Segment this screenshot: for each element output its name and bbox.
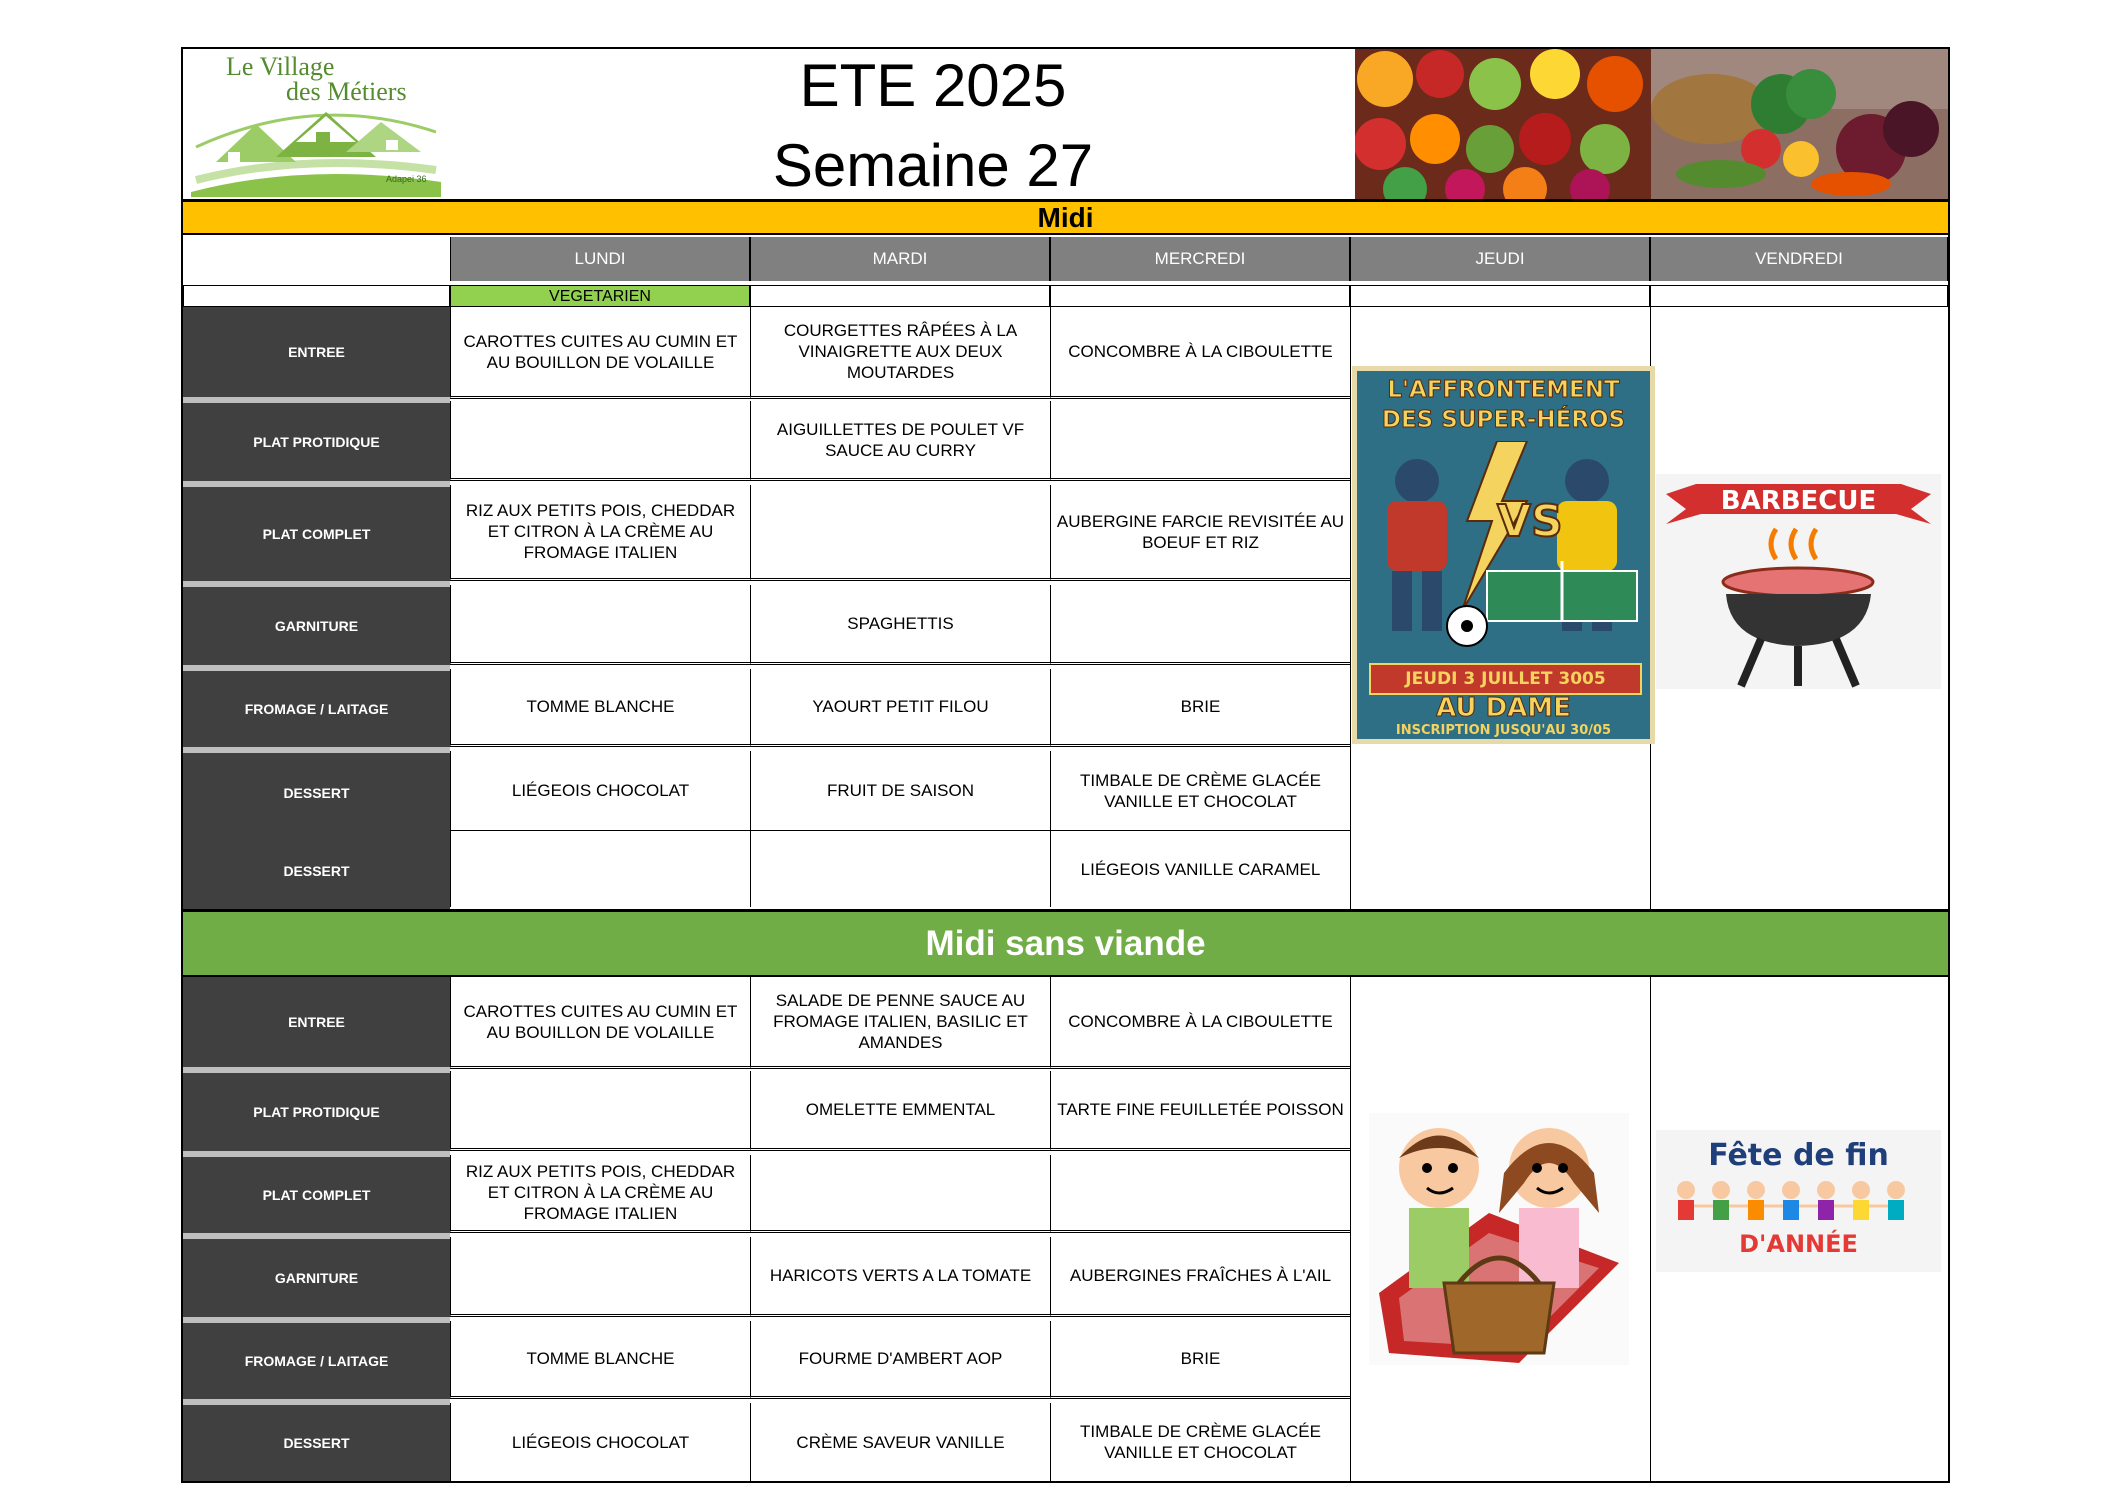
title-week: Semaine 27 (772, 132, 1094, 199)
meal-cell: CONCOMBRE À LA CIBOULETTE (1050, 977, 1350, 1069)
barbecue-label: BARBECUE (1720, 486, 1877, 516)
fruits-photo (1355, 49, 1651, 199)
row-label: ENTREE (183, 307, 450, 403)
logo-text-line1: Le Village (226, 52, 335, 81)
children-dancing-icon (1666, 1178, 1931, 1233)
picnic-children-icon (1369, 1113, 1629, 1365)
row-label: GARNITURE (183, 1239, 450, 1323)
row-label: PLAT PROTIDIQUE (183, 1073, 450, 1157)
meal-cell (450, 585, 750, 665)
meal-cell: BRIE (1050, 669, 1350, 747)
section-band-sans-viande: Midi sans viande (183, 909, 1948, 977)
poster-inscription: INSCRIPTION JUSQU'AU 30/05 (1395, 723, 1612, 738)
meal-cell: CRÈME SAVEUR VANILLE (750, 1403, 1050, 1481)
row-label: DESSERT (183, 833, 450, 909)
column-divider (1350, 977, 1351, 1483)
column-divider (1650, 977, 1651, 1483)
poster-title-line2: DES SUPER-HÉROS (1381, 407, 1626, 433)
meal-cell: AUBERGINES FRAÎCHES À L'AIL (1050, 1237, 1350, 1317)
meal-cell (750, 831, 1050, 907)
meal-cell (750, 1155, 1050, 1233)
row-label: ENTREE (183, 977, 450, 1073)
meal-cell (1050, 401, 1350, 481)
meal-cell: TIMBALE DE CRÈME GLACÉE VANILLE ET CHOCOLAT (1050, 1403, 1350, 1481)
poster-body (1357, 371, 1650, 739)
tag-empty (1350, 285, 1650, 307)
row-label: GARNITURE (183, 587, 450, 671)
tag-empty (750, 285, 1050, 307)
meal-cell: TOMME BLANCHE (450, 1321, 750, 1399)
day-header-jeudi: JEUDI (1350, 237, 1650, 281)
meal-cell: CONCOMBRE À LA CIBOULETTE (1050, 307, 1350, 399)
meal-cell (450, 1071, 750, 1151)
title-season: ETE 2025 (799, 52, 1067, 119)
day-header-lundi: LUNDI (450, 237, 750, 281)
meal-cell: COURGETTES RÂPÉES À LA VINAIGRETTE AUX DEUX MOUTARDES (750, 307, 1050, 399)
meal-cell: HARICOTS VERTS A LA TOMATE (750, 1237, 1050, 1317)
day-header-mardi: MARDI (750, 237, 1050, 281)
meal-cell: AUBERGINE FARCIE REVISITÉE AU BOEUF ET RIZ (1050, 485, 1350, 581)
vegetables-photo (1651, 49, 1948, 199)
row-label: PLAT PROTIDIQUE (183, 403, 450, 487)
logo (186, 52, 449, 200)
meal-cell: LIÉGEOIS CHOCOLAT (450, 1403, 750, 1481)
meal-cell: TARTE FINE FEUILLETÉE POISSON (1050, 1071, 1350, 1151)
meal-cell: OMELETTE EMMENTAL (750, 1071, 1050, 1151)
row-label: DESSERT (183, 1405, 450, 1481)
menu-sheet (181, 47, 1950, 1483)
row-label: FROMAGE / LAITAGE (183, 671, 450, 753)
tag-empty (183, 285, 450, 307)
meal-cell (1050, 1155, 1350, 1233)
superheroes-illustration-icon (1357, 441, 1650, 661)
meal-cell (450, 401, 750, 481)
meal-cell: FOURME D'AMBERT AOP (750, 1321, 1050, 1399)
logo-small-text: Adapei 36 (386, 174, 427, 184)
meal-cell: TIMBALE DE CRÈME GLACÉE VANILLE ET CHOCOLAT (1050, 751, 1350, 831)
fete-title: Fête de fin (1708, 1138, 1889, 1173)
poster-vs: VS (1497, 496, 1563, 547)
row-label: PLAT COMPLET (183, 487, 450, 587)
meal-cell: CAROTTES CUITES AU CUMIN ET AU BOUILLON DE VOLAILLE (450, 307, 750, 399)
poster-place: AU DAME (1436, 693, 1571, 723)
day-header-vendredi: VENDREDI (1650, 237, 1948, 281)
meal-cell: FRUIT DE SAISON (750, 751, 1050, 831)
meal-cell: TOMME BLANCHE (450, 669, 750, 747)
meal-cell: YAOURT PETIT FILOU (750, 669, 1050, 747)
meal-cell: RIZ AUX PETITS POIS, CHEDDAR ET CITRON À LA CRÈME AU FROMAGE ITALIEN (450, 1155, 750, 1233)
meal-cell: LIÉGEOIS CHOCOLAT (450, 751, 750, 831)
barbecue-image (1656, 474, 1941, 689)
section-band-midi: Midi (183, 199, 1948, 235)
meal-cell: CAROTTES CUITES AU CUMIN ET AU BOUILLON DE VOLAILLE (450, 977, 750, 1069)
meal-cell: BRIE (1050, 1321, 1350, 1399)
meal-cell (450, 831, 750, 907)
picnic-image (1369, 1113, 1629, 1365)
meal-cell (1050, 585, 1350, 665)
meal-cell: AIGUILLETTES DE POULET VF SAUCE AU CURRY (750, 401, 1050, 481)
superhero-event-poster (1352, 366, 1655, 744)
tag-empty (1050, 285, 1350, 307)
fete-subtitle: D'ANNÉE (1739, 1230, 1858, 1258)
vegetarian-tag: VEGETARIEN (450, 285, 750, 307)
fete-fin-annee-image (1656, 1130, 1941, 1272)
meal-cell: SALADE DE PENNE SAUCE AU FROMAGE ITALIEN, BASILIC ET AMANDES (750, 977, 1050, 1069)
meal-cell: RIZ AUX PETITS POIS, CHEDDAR ET CITRON À LA CRÈME AU FROMAGE ITALIEN (450, 485, 750, 581)
poster-date: JEUDI 3 JUILLET 3005 (1369, 663, 1642, 695)
poster-title-line1: L'AFFRONTEMENT (1387, 377, 1620, 403)
day-header-mercredi: MERCREDI (1050, 237, 1350, 281)
row-label: PLAT COMPLET (183, 1157, 450, 1239)
meal-cell: LIÉGEOIS VANILLE CARAMEL (1050, 831, 1350, 907)
meal-cell: SPAGHETTIS (750, 585, 1050, 665)
logo-text-line2: des Métiers (286, 77, 407, 106)
meal-cell (750, 485, 1050, 581)
column-divider (1350, 307, 1351, 909)
row-label: DESSERT (183, 753, 450, 833)
row-label: FROMAGE / LAITAGE (183, 1323, 450, 1405)
tag-empty (1650, 285, 1948, 307)
meal-cell (450, 1237, 750, 1317)
